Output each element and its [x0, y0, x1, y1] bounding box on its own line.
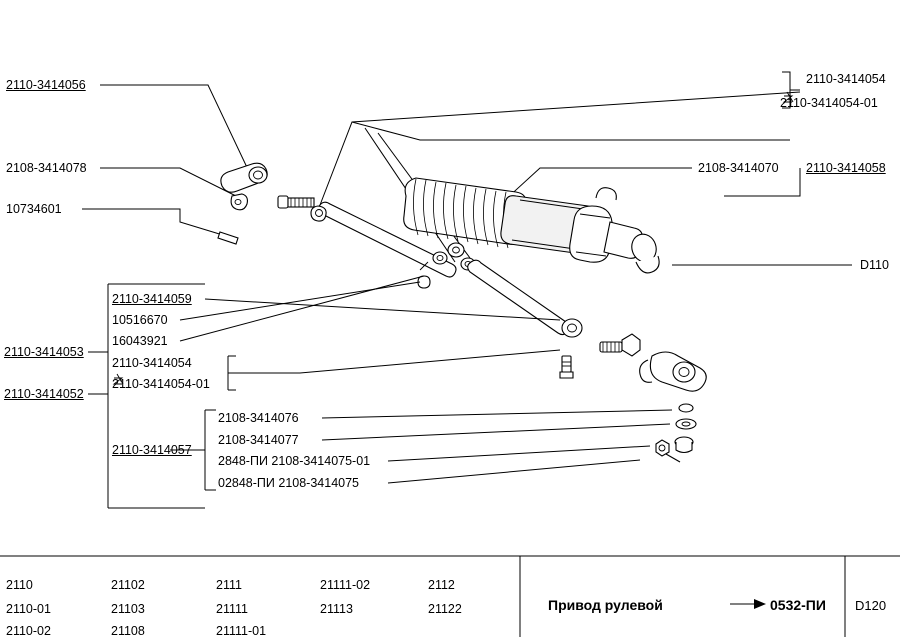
table-c3-r3: 21111-01: [216, 624, 267, 638]
callout-2110-3414057: 2110-3414057: [112, 443, 192, 457]
table-c1-r1: 2110: [6, 578, 33, 592]
callout-2110-3414054-top: 2110-3414054: [806, 72, 886, 86]
callout-2110-3414054-01-lower: 2110-3414054-01: [112, 377, 210, 391]
callout-2108-3414078: 2108-3414078: [6, 161, 87, 175]
callout-2110-3414056: 2110-3414056: [6, 78, 86, 92]
callout-2110-3414054-01-top: 2110-3414054-01: [780, 96, 878, 110]
callout-10734601: 10734601: [6, 202, 62, 216]
table-c5-r2: 21122: [428, 602, 462, 616]
table-c3-r2: 21111: [216, 602, 248, 616]
callout-02848-pi: 02848-ПИ 2108-3414075: [218, 476, 359, 490]
title-block-name: Привод рулевой: [548, 597, 663, 613]
table-c4-r2: 21113: [320, 602, 353, 616]
callout-2110-3414058: 2110-3414058: [806, 161, 886, 175]
table-c2-r2: 21103: [111, 602, 145, 616]
callout-2108-3414076: 2108-3414076: [218, 411, 299, 425]
callout-2108-3414077: 2108-3414077: [218, 433, 299, 447]
table-c3-r1: 2111: [216, 578, 242, 592]
callout-2110-3414052: 2110-3414052: [4, 387, 84, 401]
table-c1-r2: 2110-01: [6, 602, 51, 616]
reference-d110: D110: [860, 258, 889, 272]
table-c2-r3: 21108: [111, 624, 145, 638]
callout-10516670: 10516670: [112, 313, 168, 327]
table-c4-r1: 21111-02: [320, 578, 371, 592]
callout-2110-3414054-lower: 2110-3414054: [112, 356, 192, 370]
title-block-sheet: D120: [855, 598, 887, 613]
title-block-code: 0532-ПИ: [770, 597, 826, 613]
callout-16043921: 16043921: [112, 334, 168, 348]
callout-2108-3414070: 2108-3414070: [698, 161, 779, 175]
table-c5-r1: 2112: [428, 578, 455, 592]
callout-2110-3414053: 2110-3414053: [4, 345, 84, 359]
callout-2848-pi: 2848-ПИ 2108-3414075-01: [218, 454, 371, 468]
table-c1-r3: 2110-02: [6, 624, 51, 638]
callout-2110-3414059: 2110-3414059: [112, 292, 192, 306]
table-c2-r1: 21102: [111, 578, 145, 592]
